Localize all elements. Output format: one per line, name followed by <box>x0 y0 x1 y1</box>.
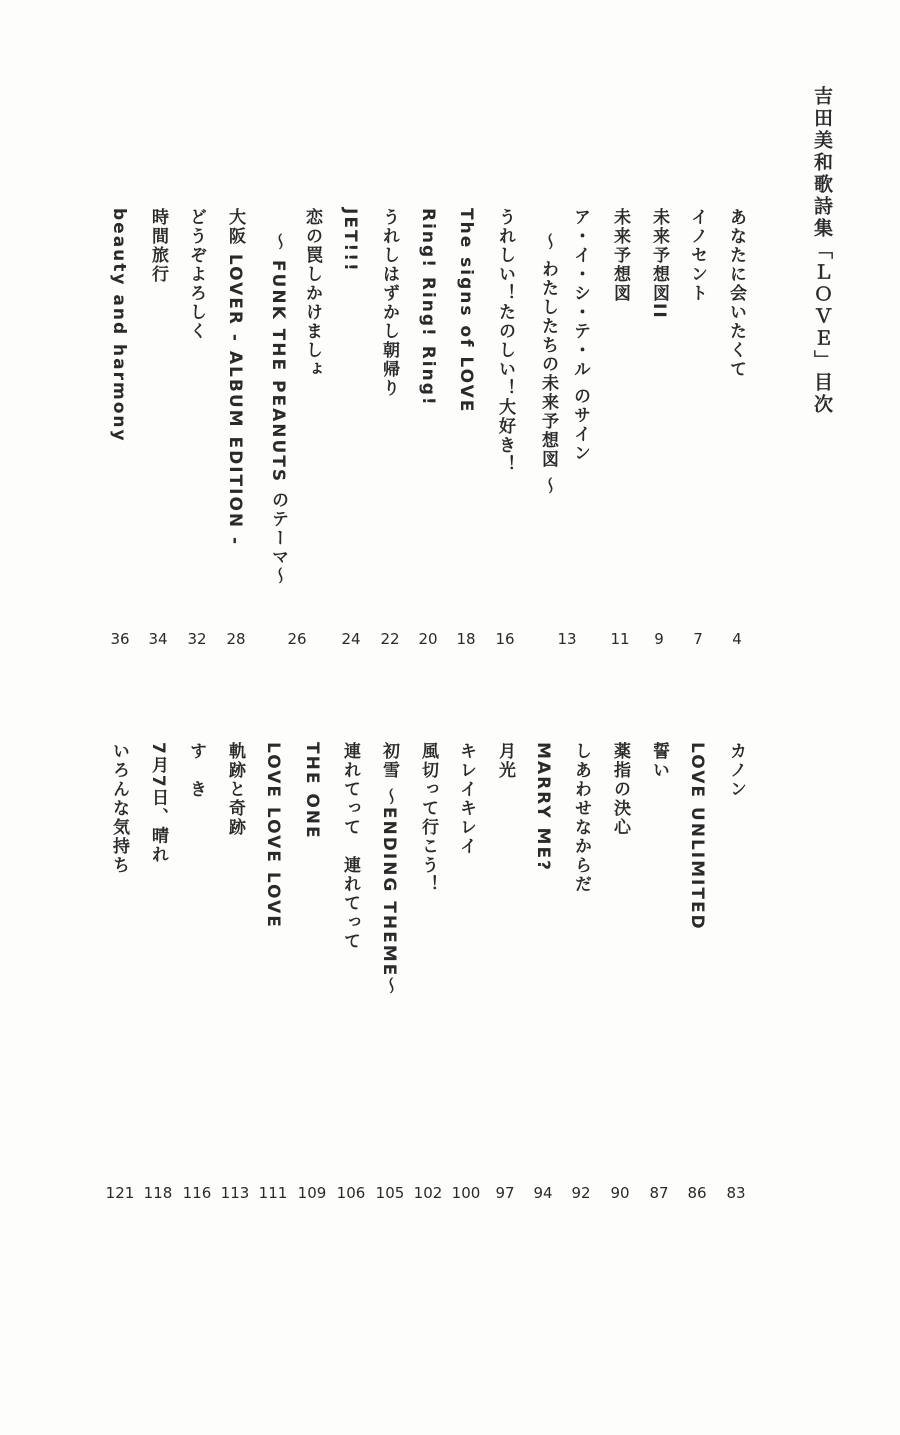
toc-entry-title: 恋の罠しかけましょ <box>302 208 322 379</box>
toc-entry-title: 薬指の決心 <box>610 742 630 837</box>
toc-entry-title: 軌跡と奇跡 <box>225 742 245 837</box>
toc-entry-title: カノン <box>726 742 746 799</box>
toc-entry-page-number: 94 <box>533 1184 553 1202</box>
toc-entry-title: うれしはずかし朝帰り <box>379 208 399 398</box>
toc-entry-title: うれしい！たのしい！大好き！ <box>495 208 515 474</box>
toc-entry-title: 7月7日、晴れ <box>148 742 168 865</box>
toc-entry-page-number: 113 <box>220 1184 250 1202</box>
toc-entry-title: キレイキレイ <box>456 742 476 856</box>
toc-entry-page-number: 32 <box>187 630 207 648</box>
toc-entry-page-number: 13 <box>557 630 577 648</box>
page-title: 吉田美和歌詩集「ＬＯＶＥ」目次 <box>811 86 833 416</box>
toc-entry-page-number: 4 <box>732 630 742 648</box>
toc-entry-title: 風切って行こう！ <box>418 742 438 894</box>
toc-entry-title: 月光 <box>495 742 515 780</box>
toc-entry-page-number: 11 <box>610 630 630 648</box>
toc-entry-page-number: 36 <box>110 630 130 648</box>
toc-entry-title: いろんな気持ち <box>109 742 129 875</box>
toc-entry-page-number: 109 <box>297 1184 327 1202</box>
toc-entry-title: ア・イ・シ・テ・ル のサイン <box>570 208 590 463</box>
toc-entry-page-number: 92 <box>571 1184 591 1202</box>
toc-entry-title: 時間旅行 <box>148 208 168 284</box>
toc-entry-subtitle: 〜 わたしたちの未来予想図 〜 <box>538 233 558 496</box>
toc-entry-page-number: 106 <box>336 1184 366 1202</box>
toc-entry-title: 大阪 LOVER - ALBUM EDITION - <box>225 208 245 547</box>
toc-entry-title: The signs of LOVE <box>456 208 476 414</box>
toc-entry-page-number: 111 <box>258 1184 288 1202</box>
toc-entry-title: 誓い <box>649 742 669 780</box>
toc-entry-page-number: 34 <box>148 630 168 648</box>
toc-entry-page-number: 7 <box>693 630 703 648</box>
toc-entry-page-number: 86 <box>687 1184 707 1202</box>
toc-entry-page-number: 16 <box>495 630 515 648</box>
toc-entry-title: 未来予想図II <box>649 208 669 320</box>
toc-entry-title: beauty and harmony <box>109 208 129 443</box>
toc-entry-page-number: 24 <box>341 630 361 648</box>
toc-entry-page-number: 90 <box>610 1184 630 1202</box>
toc-entry-page-number: 18 <box>456 630 476 648</box>
toc-entry-page-number: 28 <box>226 630 246 648</box>
toc-entry-page-number: 102 <box>413 1184 443 1202</box>
toc-entry-page-number: 26 <box>287 630 307 648</box>
toc-entry-title: 未来予想図 <box>610 208 630 303</box>
toc-entry-page-number: 83 <box>726 1184 746 1202</box>
toc-entry-title: 初雪 〜ENDING THEME〜 <box>379 742 399 997</box>
toc-entry-title: 連れてって 連れてって <box>340 742 360 951</box>
toc-entry-title: LOVE UNLIMITED <box>687 742 707 931</box>
toc-entry-title: す き <box>186 742 206 799</box>
toc-entry-page-number: 116 <box>182 1184 212 1202</box>
toc-entry-title: イノセント <box>687 208 707 303</box>
toc-entry-title: あなたに会いたくて <box>726 208 746 379</box>
toc-entry-title: THE ONE <box>302 742 322 840</box>
toc-entry-title: しあわせなからだ <box>571 742 591 894</box>
toc-entry-title: LOVE LOVE LOVE <box>263 742 283 929</box>
toc-entry-page-number: 97 <box>495 1184 515 1202</box>
toc-entry-title: MARRY ME? <box>533 742 553 872</box>
toc-entry-page-number: 121 <box>105 1184 135 1202</box>
toc-entry-page-number: 22 <box>380 630 400 648</box>
toc-entry-page-number: 87 <box>649 1184 669 1202</box>
toc-entry-title: JET!!! <box>340 208 360 273</box>
toc-entry-page-number: 118 <box>143 1184 173 1202</box>
toc-entry-subtitle: 〜 FUNK THE PEANUTS のテーマ〜 <box>268 233 288 587</box>
toc-entry-title: どうぞよろしく <box>186 208 206 341</box>
toc-entry-page-number: 100 <box>451 1184 481 1202</box>
toc-entry-page-number: 105 <box>375 1184 405 1202</box>
toc-entry-page-number: 20 <box>418 630 438 648</box>
toc-entry-title: Ring! Ring! Ring! <box>418 208 438 407</box>
toc-entry-page-number: 9 <box>654 630 664 648</box>
